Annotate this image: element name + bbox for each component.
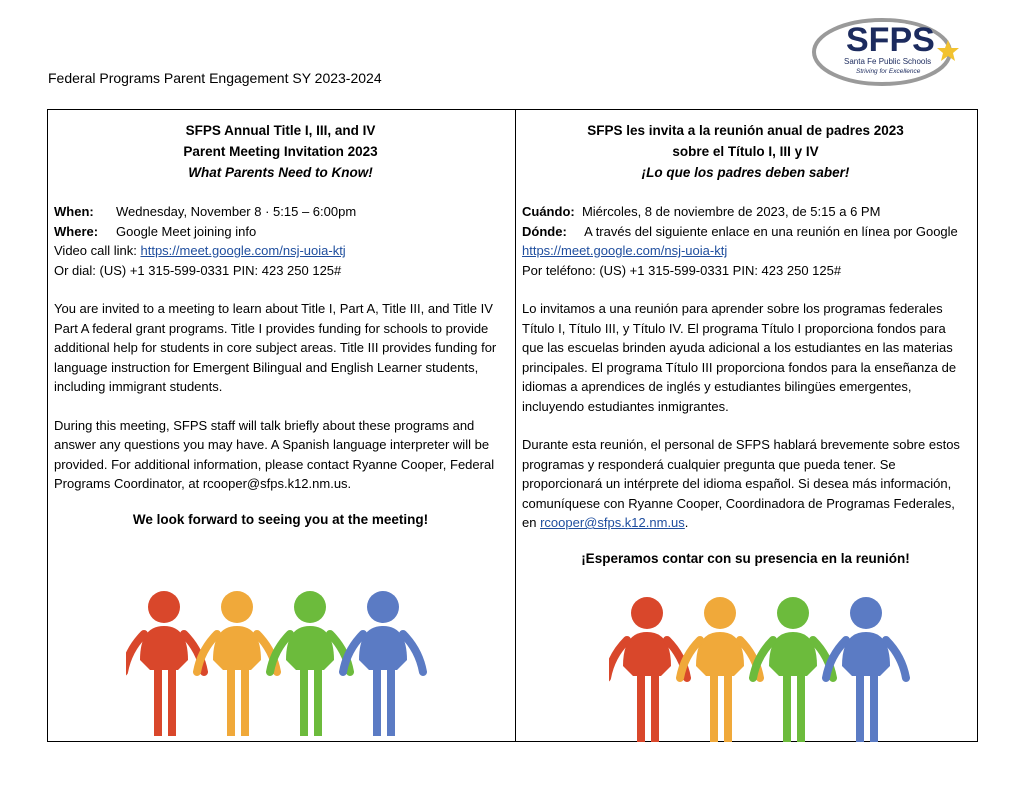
cuando-row xyxy=(522,202,969,222)
english-closing: We look forward to seeing you at the meeting! xyxy=(132,511,429,527)
invitation-table xyxy=(47,109,978,742)
video-row xyxy=(54,241,507,261)
people-illustration xyxy=(609,596,919,756)
spanish-title xyxy=(522,120,969,183)
cuando-label: Cuándo: xyxy=(522,204,575,219)
where-row xyxy=(54,222,507,242)
telefono-row: Por teléfono: (US) +1 315-599-0331 PIN: 423 250 125# xyxy=(522,262,842,278)
spanish-paragraph-2-end: . xyxy=(684,515,689,530)
meet-link-spanish[interactable]: https://meet.google.com/nsj-uoia-ktj xyxy=(522,243,728,258)
english-paragraph-2: During this meeting, SFPS staff will talk briefly about these programs and answer any questions you may have. A Spanish language interpreter will be provided. For additional information, please contact Ryanne Cooper, Federal Programs Coordinator, at rcooper@sfps.k12.nm.us. xyxy=(54,417,495,491)
person-figure-icon xyxy=(197,591,277,736)
english-title-line2: Parent Meeting Invitation 2023 xyxy=(183,144,378,159)
person-figure-icon xyxy=(343,591,423,736)
person-figure-icon xyxy=(753,597,833,742)
spanish-paragraph-2 xyxy=(522,435,969,533)
people-illustration xyxy=(126,590,436,750)
person-figure-icon xyxy=(826,597,906,742)
spanish-paragraph-2-text: Durante esta reunión, el personal de SFPS hablará brevemente sobre estos programas y responderá cualquier pregunta que pueda tener. Se proporcionará un intérprete del idioma español. Si desea más información, comuníquese con Ryanne Cooper, Coordinadora de Programas Federales, en xyxy=(522,437,960,530)
when-row xyxy=(54,202,507,222)
english-column xyxy=(48,110,516,741)
person-figure-icon xyxy=(680,597,760,742)
spanish-title-line3: ¡Lo que los padres deben saber! xyxy=(641,165,850,180)
spanish-column xyxy=(516,110,977,741)
sfps-logo xyxy=(810,8,970,88)
spanish-link-row xyxy=(522,241,969,261)
spanish-title-line2: sobre el Título I, III y IV xyxy=(672,144,819,159)
donde-label: Dónde: xyxy=(522,223,567,239)
english-title-line3: What Parents Need to Know! xyxy=(188,165,373,180)
donde-value: A través del siguiente enlace en una reunión en línea por Google xyxy=(584,223,958,239)
english-title xyxy=(54,120,507,183)
english-title-line1: SFPS Annual Title I, III, and IV xyxy=(185,123,376,138)
logo-text: SFPS xyxy=(846,21,935,59)
when-value: Wednesday, November 8 · 5:15 – 6:00pm xyxy=(116,204,357,219)
person-figure-icon xyxy=(609,597,687,742)
where-value: Google Meet joining info xyxy=(116,223,257,239)
english-details xyxy=(54,202,507,494)
person-figure-icon xyxy=(126,591,204,736)
spanish-closing: ¡Esperamos contar con su presencia en la reunión! xyxy=(581,550,910,566)
logo-subtitle: Santa Fe Public Schools xyxy=(844,57,932,66)
dial-row: Or dial: (US) +1 315-599-0331 PIN: 423 250 125# xyxy=(54,262,342,278)
spanish-paragraph-1: Lo invitamos a una reunión para aprender sobre los programas federales Título I, Título III, y Título IV. El programa Título I proporciona fondos para que las escuelas brinden ayuda adicional a los estudiantes en las materias principales. El programa Título III proporciona fondos para la enseñanza de idiomas a aprendices de inglés y estudiantes bilingües emergentes, incluyendo estudiantes inmigrantes. xyxy=(522,301,957,414)
meet-link[interactable]: https://meet.google.com/nsj-uoia-ktj xyxy=(140,243,346,258)
spanish-title-line1: SFPS les invita a la reunión anual de padres 2023 xyxy=(587,123,904,138)
logo-tagline: Striving for Excellence xyxy=(856,68,921,75)
donde-row xyxy=(522,222,969,242)
person-figure-icon xyxy=(270,591,350,736)
cuando-value: Miércoles, 8 de noviembre de 2023, de 5:15 a 6 PM xyxy=(581,204,881,219)
when-label: When: xyxy=(54,204,94,219)
where-label: Where: xyxy=(54,223,99,239)
video-label: Video call link: xyxy=(54,243,141,258)
spanish-details xyxy=(522,202,969,533)
email-link[interactable]: rcooper@sfps.k12.nm.us xyxy=(540,515,685,530)
document-header: Federal Programs Parent Engagement SY 2023-2024 xyxy=(48,70,382,86)
english-paragraph-1: You are invited to a meeting to learn about Title I, Part A, Title III, and Title IV Part A federal grant programs. Title I provides funding for schools to provide additional help for students in core subject areas. Title III provides funding for language instruction for Emergent Bilingual and English Learner students, including immigrant students. xyxy=(54,301,497,394)
